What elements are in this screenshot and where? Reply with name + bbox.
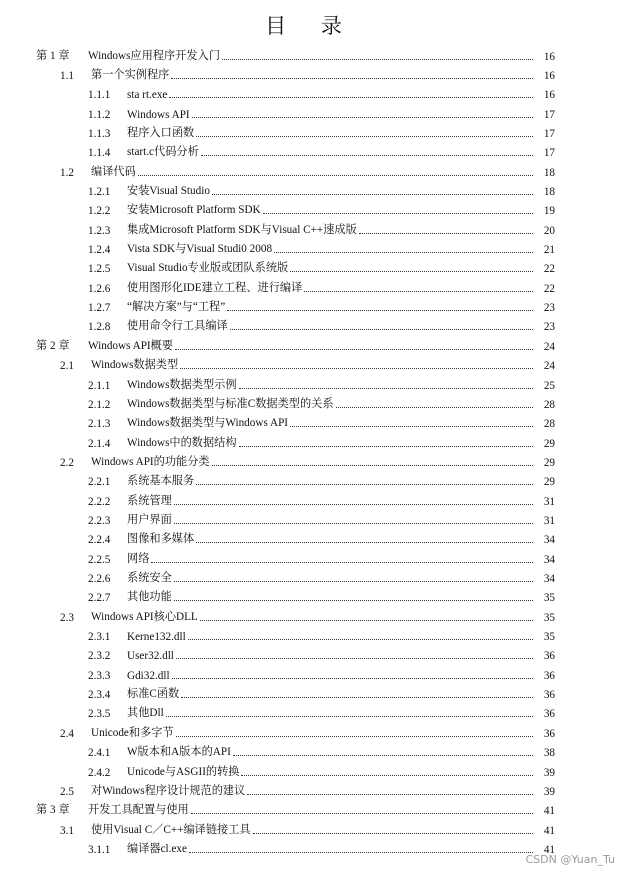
toc-entry-title: User32.dll (127, 650, 174, 663)
toc-entry-title: 用户界面 (127, 513, 172, 526)
toc-entry-page: 41 (543, 843, 555, 856)
toc-entry[interactable] (0, 295, 621, 315)
toc-entry-title: Windows中的数据结构 (127, 436, 237, 449)
toc-entry-title: Windows数据类型 (91, 359, 179, 372)
watermark: CSDN @Yuan_Tu (525, 853, 615, 866)
toc-entry-number: 2.2 (60, 456, 74, 469)
dot-leader (174, 503, 533, 505)
toc-entry-page: 16 (543, 89, 555, 102)
toc-entry[interactable] (0, 469, 621, 489)
dot-leader (176, 657, 533, 659)
dot-leader (181, 696, 533, 698)
toc-entry[interactable] (0, 682, 621, 702)
toc-entry-title: 使用命令行工具编译 (127, 320, 228, 333)
dot-leader (359, 232, 533, 234)
dot-leader (196, 483, 533, 485)
toc-entry-number: 2.2.7 (88, 592, 111, 605)
toc-entry-number: 2.4.1 (88, 747, 111, 760)
toc-entry-page: 31 (543, 514, 555, 527)
toc-entry-title: 程序入口函数 (127, 126, 195, 139)
toc-entry-number: 2.4.2 (88, 766, 111, 779)
toc-entry-title: Windows数据类型与Windows API (127, 417, 289, 430)
toc-entry[interactable] (0, 662, 621, 682)
dot-leader (290, 270, 533, 272)
toc-entry-title: sta rt.exe (127, 89, 168, 102)
toc-entry[interactable] (0, 178, 621, 198)
toc-entry-page: 22 (543, 282, 555, 295)
dot-leader (180, 367, 533, 369)
toc-entry-page: 28 (543, 418, 555, 431)
toc-entry-number: 1.1.1 (88, 89, 111, 102)
toc-entry[interactable] (0, 82, 621, 102)
toc-entry-number: 1.2.8 (88, 321, 111, 334)
toc-entry-number: 1.2.1 (88, 186, 111, 199)
toc-entry[interactable] (0, 488, 621, 508)
toc-entry[interactable] (0, 120, 621, 140)
dot-leader (174, 599, 533, 601)
dot-leader (188, 638, 533, 640)
toc-entry-page: 17 (543, 127, 555, 140)
toc-entry[interactable] (0, 720, 621, 740)
toc-entry-page: 24 (543, 340, 555, 353)
toc-entry[interactable] (0, 62, 621, 82)
toc-entry-title: 使用图形化IDE建立工程、进行编译 (127, 281, 303, 294)
toc-entry-title: 安装Microsoft Platform SDK (127, 204, 261, 217)
toc-entry-page: 16 (543, 50, 555, 63)
toc-entry-page: 36 (543, 650, 555, 663)
dot-leader (274, 251, 533, 253)
toc-entry-title: Windows API概要 (88, 339, 174, 352)
toc-entry-number: 2.1.1 (88, 379, 111, 392)
toc-entry-number: 2.3.5 (88, 708, 111, 721)
dot-leader (138, 174, 533, 176)
toc-entry-number: 1.1 (60, 69, 74, 82)
toc-entry-title: Visual Studio专业版或团队系统版 (127, 262, 289, 275)
toc-entry-page: 36 (543, 689, 555, 702)
toc-entry[interactable] (0, 604, 621, 624)
toc-entry[interactable] (0, 527, 621, 547)
toc-entry[interactable] (0, 430, 621, 450)
toc-entry-number: 2.2.1 (88, 476, 111, 489)
dot-leader (222, 58, 533, 60)
toc-entry-title: 编译代码 (91, 165, 136, 178)
toc-entry-number: 2.2.3 (88, 514, 111, 527)
toc-entry-title: Unicode与ASGII的转换 (127, 765, 240, 778)
toc-entry-number: 1.2.3 (88, 224, 111, 237)
toc-entry-page: 41 (543, 805, 555, 818)
toc-entry-page: 25 (543, 379, 555, 392)
toc-entry-number: 1.2.2 (88, 205, 111, 218)
toc-entry-page: 35 (543, 631, 555, 644)
toc-entry[interactable] (0, 333, 621, 353)
toc-entry-page: 36 (543, 727, 555, 740)
dot-leader (227, 309, 533, 311)
toc-entry-number: 2.5 (60, 785, 74, 798)
toc-entry-page: 36 (543, 708, 555, 721)
toc-entry-number: 第 3 章 (36, 804, 70, 817)
toc-entry-title: 图像和多媒体 (127, 533, 195, 546)
toc-entry-title: “解决方案”与“工程” (127, 301, 226, 314)
toc-entry-page: 39 (543, 766, 555, 779)
toc-entry-number: 2.1.3 (88, 418, 111, 431)
toc-entry-number: 1.2.5 (88, 263, 111, 276)
toc-entry-title: Windows API的功能分类 (91, 455, 210, 468)
toc-entry-number: 2.2.5 (88, 553, 111, 566)
toc-entry[interactable] (0, 817, 621, 837)
dot-leader (336, 406, 533, 408)
toc-entry-number: 1.1.4 (88, 147, 111, 160)
toc-entry-page: 17 (543, 108, 555, 121)
dot-leader (230, 328, 533, 330)
toc-entry-page: 23 (543, 321, 555, 334)
dot-leader (174, 522, 533, 524)
dot-leader (169, 96, 533, 98)
toc-entry-number: 1.2.6 (88, 282, 111, 295)
toc-entry-title: Unicode和多字节 (91, 726, 174, 739)
toc-entry-page: 38 (543, 747, 555, 760)
toc-entry-page: 23 (543, 302, 555, 315)
dot-leader (212, 464, 533, 466)
dot-leader (247, 793, 533, 795)
toc-entry-page: 35 (543, 611, 555, 624)
toc-entry[interactable] (0, 314, 621, 334)
toc-entry-number: 1.1.2 (88, 108, 111, 121)
toc-entry-title: Windows数据类型示例 (127, 378, 237, 391)
toc-entry-number: 1.2.4 (88, 244, 111, 257)
dot-leader (304, 290, 533, 292)
toc-entry-page: 41 (543, 824, 555, 837)
dot-leader (212, 193, 533, 195)
toc-entry-number: 2.1.2 (88, 398, 111, 411)
toc-entry-title: Windows API (127, 108, 190, 121)
toc-entry-number: 2.2.2 (88, 495, 111, 508)
toc-entry-number: 3.1 (60, 824, 74, 837)
toc-entry-number: 2.3.1 (88, 631, 111, 644)
toc-entry-title: 使用Visual C／C++编译链接工具 (91, 823, 251, 836)
toc-entry[interactable] (0, 643, 621, 663)
toc-entry-page: 21 (543, 244, 555, 257)
dot-leader (196, 541, 533, 543)
toc-entry[interactable] (0, 740, 621, 760)
toc-entry-title: Gdi32.dll (127, 669, 170, 682)
toc-entry[interactable] (0, 198, 621, 218)
toc-entry-page: 36 (543, 669, 555, 682)
toc-entry-page: 29 (543, 476, 555, 489)
toc-entry[interactable] (0, 798, 621, 818)
toc-entry-page: 34 (543, 553, 555, 566)
dot-leader (253, 832, 533, 834)
dot-leader (189, 851, 533, 853)
toc-entry[interactable] (0, 101, 621, 121)
toc-entry[interactable] (0, 565, 621, 585)
toc-entry[interactable] (0, 140, 621, 160)
toc-entry-number: 3.1.1 (88, 843, 111, 856)
dot-leader (191, 812, 533, 814)
toc-entry-title: Windows API核心DLL (91, 610, 198, 623)
toc-entry[interactable] (0, 778, 621, 798)
toc-entry-page: 34 (543, 573, 555, 586)
toc-entry[interactable] (0, 449, 621, 469)
toc-entry[interactable] (0, 507, 621, 527)
dot-leader (176, 735, 533, 737)
toc-entry-title: 对Windows程序设计规范的建议 (91, 784, 246, 797)
dot-leader (151, 561, 533, 563)
toc-entry-page: 16 (543, 69, 555, 82)
toc-entry-title: W版本和A版本的API (127, 746, 231, 759)
toc-entry-title: Windows应用程序开发入门 (88, 49, 220, 62)
toc-entry-title: 安装Visual Studio (127, 185, 210, 198)
dot-leader (171, 77, 533, 79)
toc-entry[interactable] (0, 217, 621, 237)
toc-entry-page: 18 (543, 186, 555, 199)
toc-entry-page: 28 (543, 398, 555, 411)
toc-entry-page: 19 (543, 205, 555, 218)
toc-entry-title: 标准C函数 (127, 688, 180, 701)
toc-entry[interactable] (0, 585, 621, 605)
toc-entry[interactable] (0, 353, 621, 373)
toc-entry-title: Windows数据类型与标准C数据类型的关系 (127, 397, 334, 410)
toc-entry[interactable] (0, 256, 621, 276)
dot-leader (200, 619, 533, 621)
dot-leader (172, 677, 533, 679)
toc-entry-number: 2.3.3 (88, 669, 111, 682)
toc-entry-number: 2.1.4 (88, 437, 111, 450)
toc-entry-page: 39 (543, 785, 555, 798)
toc-entry-page: 29 (543, 437, 555, 450)
dot-leader (263, 212, 533, 214)
toc-entry-number: 第 1 章 (36, 49, 70, 62)
toc-entry-title: 系统基本服务 (127, 475, 195, 488)
toc-entry-title: start.c代码分析 (127, 146, 199, 159)
page-title: 目 录 (265, 14, 356, 38)
toc-entry-title: 其他功能 (127, 591, 172, 604)
toc-entry[interactable] (0, 391, 621, 411)
toc-entry[interactable] (0, 159, 621, 179)
toc-entry-page: 18 (543, 166, 555, 179)
toc-entry-title: Vista SDK与Visual Studi0 2008 (127, 243, 273, 256)
toc-entry-number: 2.3.4 (88, 689, 111, 702)
dot-leader (239, 387, 533, 389)
toc-entry[interactable] (0, 701, 621, 721)
toc-entry-page: 22 (543, 263, 555, 276)
dot-leader (174, 580, 533, 582)
toc-entry-number: 2.2.4 (88, 534, 111, 547)
dot-leader (241, 774, 533, 776)
toc-entry-number: 1.2 (60, 166, 74, 179)
dot-leader (166, 715, 533, 717)
toc-entry-number: 1.2.7 (88, 302, 111, 315)
toc-entry-title: 其他Dll (127, 707, 164, 720)
toc-entry[interactable] (0, 759, 621, 779)
toc-entry[interactable] (0, 275, 621, 295)
dot-leader (201, 154, 533, 156)
toc-entry-title: 系统安全 (127, 572, 172, 585)
toc-entry-page: 35 (543, 592, 555, 605)
toc-entry-number: 第 2 章 (36, 339, 70, 352)
toc-entry-title: 集成Microsoft Platform SDK与Visual C++速成版 (127, 223, 357, 236)
dot-leader (233, 754, 533, 756)
toc-entry-number: 2.2.6 (88, 573, 111, 586)
toc-entry-title: 第一个实例程序 (91, 68, 170, 81)
toc-entry[interactable] (0, 624, 621, 644)
toc-entry-number: 2.3.2 (88, 650, 111, 663)
toc-entry-number: 1.1.3 (88, 127, 111, 140)
dot-leader (175, 348, 533, 350)
toc-entry[interactable] (0, 372, 621, 392)
toc-entry[interactable] (0, 237, 621, 257)
toc-entry-title: 开发工具配置与使用 (88, 804, 189, 817)
toc-entry-number: 2.3 (60, 611, 74, 624)
toc-entry[interactable] (0, 411, 621, 431)
toc-entry-page: 17 (543, 147, 555, 160)
dot-leader (290, 425, 533, 427)
toc-entry-page: 20 (543, 224, 555, 237)
toc-entry-page: 29 (543, 456, 555, 469)
toc-entry-title: 编译器cl.exe (127, 842, 187, 855)
toc-entry[interactable] (0, 546, 621, 566)
toc-entry-title: 网络 (127, 552, 150, 565)
dot-leader (192, 116, 533, 118)
toc-entry-title: Kerne132.dll (127, 631, 186, 644)
toc-entry-page: 31 (543, 495, 555, 508)
toc-entry-number: 2.4 (60, 727, 74, 740)
toc-entry-number: 2.1 (60, 360, 74, 373)
toc-entry-page: 34 (543, 534, 555, 547)
toc-entry[interactable] (0, 43, 621, 63)
toc-entry-page: 24 (543, 360, 555, 373)
dot-leader (196, 135, 533, 137)
dot-leader (239, 445, 533, 447)
toc-entry-title: 系统管理 (127, 494, 172, 507)
